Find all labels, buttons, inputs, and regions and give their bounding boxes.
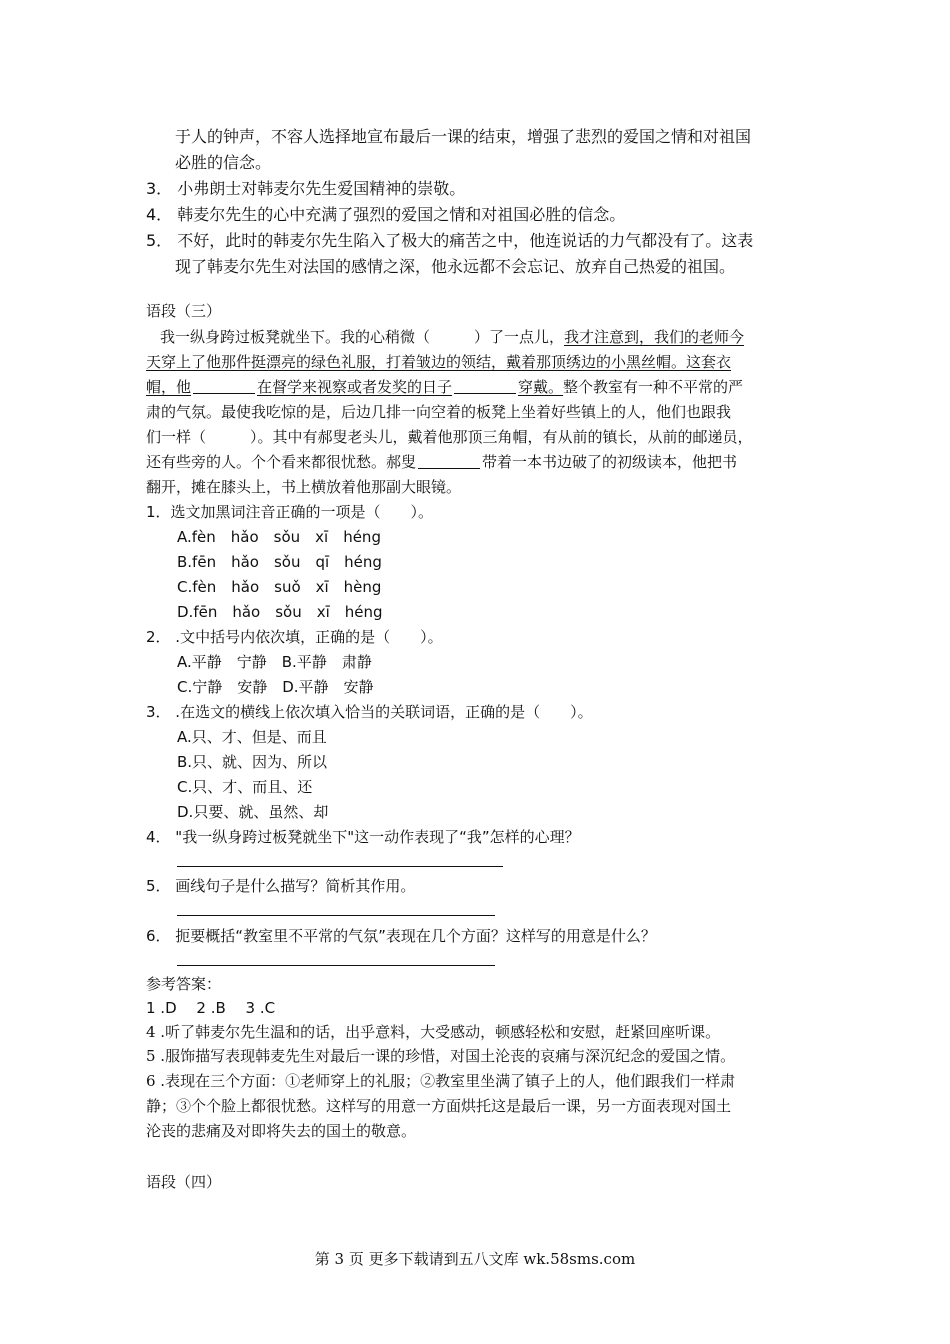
answer-6-cont: 静；③个个脸上都很忧愁。这样写的用意一方面烘托这是最后一课，另一方面表现对国土 [146,1097,732,1115]
option: B.只、就、因为、所以 [177,753,328,771]
question-5: 5． 画线句子是什么描写？简析其作用。 [146,877,416,895]
passage-text: 我一纵身跨过板凳就坐下。我的心稍微（ [160,328,431,346]
passage-line [146,377,743,397]
prev-answer-line: 于人的钟声，不容人选择地宣布最后一课的结束，增强了悲烈的爱国之情和对祖国 [175,127,752,146]
option: B.fēn hǎo sǒu qī héng [177,553,382,571]
prev-answer-line: 必胜的信念。 [175,153,272,172]
option: D.只要、就、虽然、却 [177,803,329,821]
underlined-sentence: 在督学来视察或者发奖的日子 [257,378,453,396]
underlined-sentence: 穿戴。 [518,378,564,396]
passage-text: 还有些旁的人。个个看来都很忧愁。郝叟 [146,453,417,471]
prev-answer-3: 3． 小弗朗士对韩麦尔先生爱国精神的崇敬。 [146,179,466,198]
option: A.fèn hǎo sǒu xī héng [177,528,381,546]
option: A.只、才、但是、而且 [177,728,327,746]
passage-line [146,452,737,472]
option: C.只、才、而且、还 [177,778,313,796]
fill-blank [193,379,255,394]
answer-choices: 1 .D 2 .B 3 .C [146,999,276,1017]
answer-line [177,866,503,867]
passage-text: ）了一点儿， [474,328,565,346]
page-footer: 第 3 页 更多下载请到五八文库 wk.58sms.com [314,1250,636,1268]
answer-6-cont: 沦丧的悲痛及对即将失去的国土的敬意。 [146,1122,417,1140]
answer-5: 5 .服饰描写表现韩麦先生对最后一课的珍惜，对国土沦丧的哀痛与深沉纪念的爱国之情。 [146,1047,736,1065]
question-6: 6． 扼要概括“教室里不平常的气氛”表现在几个方面？这样写的用意是什么？ [146,927,656,945]
fill-blank [418,454,480,469]
answer-4: 4 .听了韩麦尔先生温和的话，出乎意料，大受感动，顿感轻松和安慰，赶紧回座听课。 [146,1023,721,1041]
answer-6: 6 .表现在三个方面：①老师穿上的礼服；②教室里坐满了镇子上的人，他们跟我们一样肃 [146,1072,736,1090]
passage-line: 肃的气氛。最使我吃惊的是，后边几排一向空着的板凳上坐着好些镇上的人，他们也跟我 [146,403,732,421]
question-2: 2． .文中括号内依次填，正确的是（ ）。 [146,628,443,646]
option: C.fèn hǎo suǒ xī hèng [177,578,382,596]
section-title: 语段（四） [146,1173,222,1191]
section-title: 语段（三） [146,302,222,320]
passage-text: 们一样（ [146,428,207,446]
answer-line [177,915,495,916]
option: A.平静 宁静 B.平静 肃静 [177,653,372,671]
passage-line: 翻开，摊在膝头上，书上横放着他那副大眼镜。 [146,478,462,496]
option: C.宁静 安静 D.平静 安静 [177,678,374,696]
option: D.fēn hǎo sǒu xī héng [177,603,383,621]
question-4: 4． "我一纵身跨过板凳就坐下"这一动作表现了“我”怎样的心理？ [146,828,580,846]
prev-answer-4: 4． 韩麦尔先生的心中充满了强烈的爱国之情和对祖国必胜的信念。 [146,205,626,224]
prev-answer-5: 5． 不好，此时的韩麦尔先生陷入了极大的痛苦之中，他连说话的力气都没有了。这表 [146,231,754,250]
question-3: 3． .在选文的横线上依次填入恰当的关联词语，正确的是（ ）。 [146,703,593,721]
underlined-sentence: 我才注意到，我们的老师今 [564,328,745,346]
passage-text: ）。其中有郝叟老头儿，戴着他那顶三角帽，有从前的镇长，从前的邮递员， [250,428,753,446]
passage-text: 带着一本书边破了的初级读本，他把书 [482,453,738,471]
fill-blank [454,379,516,394]
answers-title: 参考答案： [146,975,222,993]
underlined-sentence: 天穿上了他那件挺漂亮的绿色礼服，打着皱边的领结，戴着那顶绣边的小黑丝帽。这套衣 [146,353,732,371]
passage-line [146,427,753,447]
underlined-sentence: 帽，他 [146,378,192,396]
answer-line [177,965,495,966]
prev-answer-5-cont: 现了韩麦尔先生对法国的感情之深，他永远都不会忘记、放弃自己热爱的祖国。 [175,257,736,276]
question-1: 1．选文加黑词注音正确的一项是（ ）。 [146,503,434,521]
passage-text: 整个教室有一种不平常的严 [563,378,744,396]
passage-line [160,327,744,347]
